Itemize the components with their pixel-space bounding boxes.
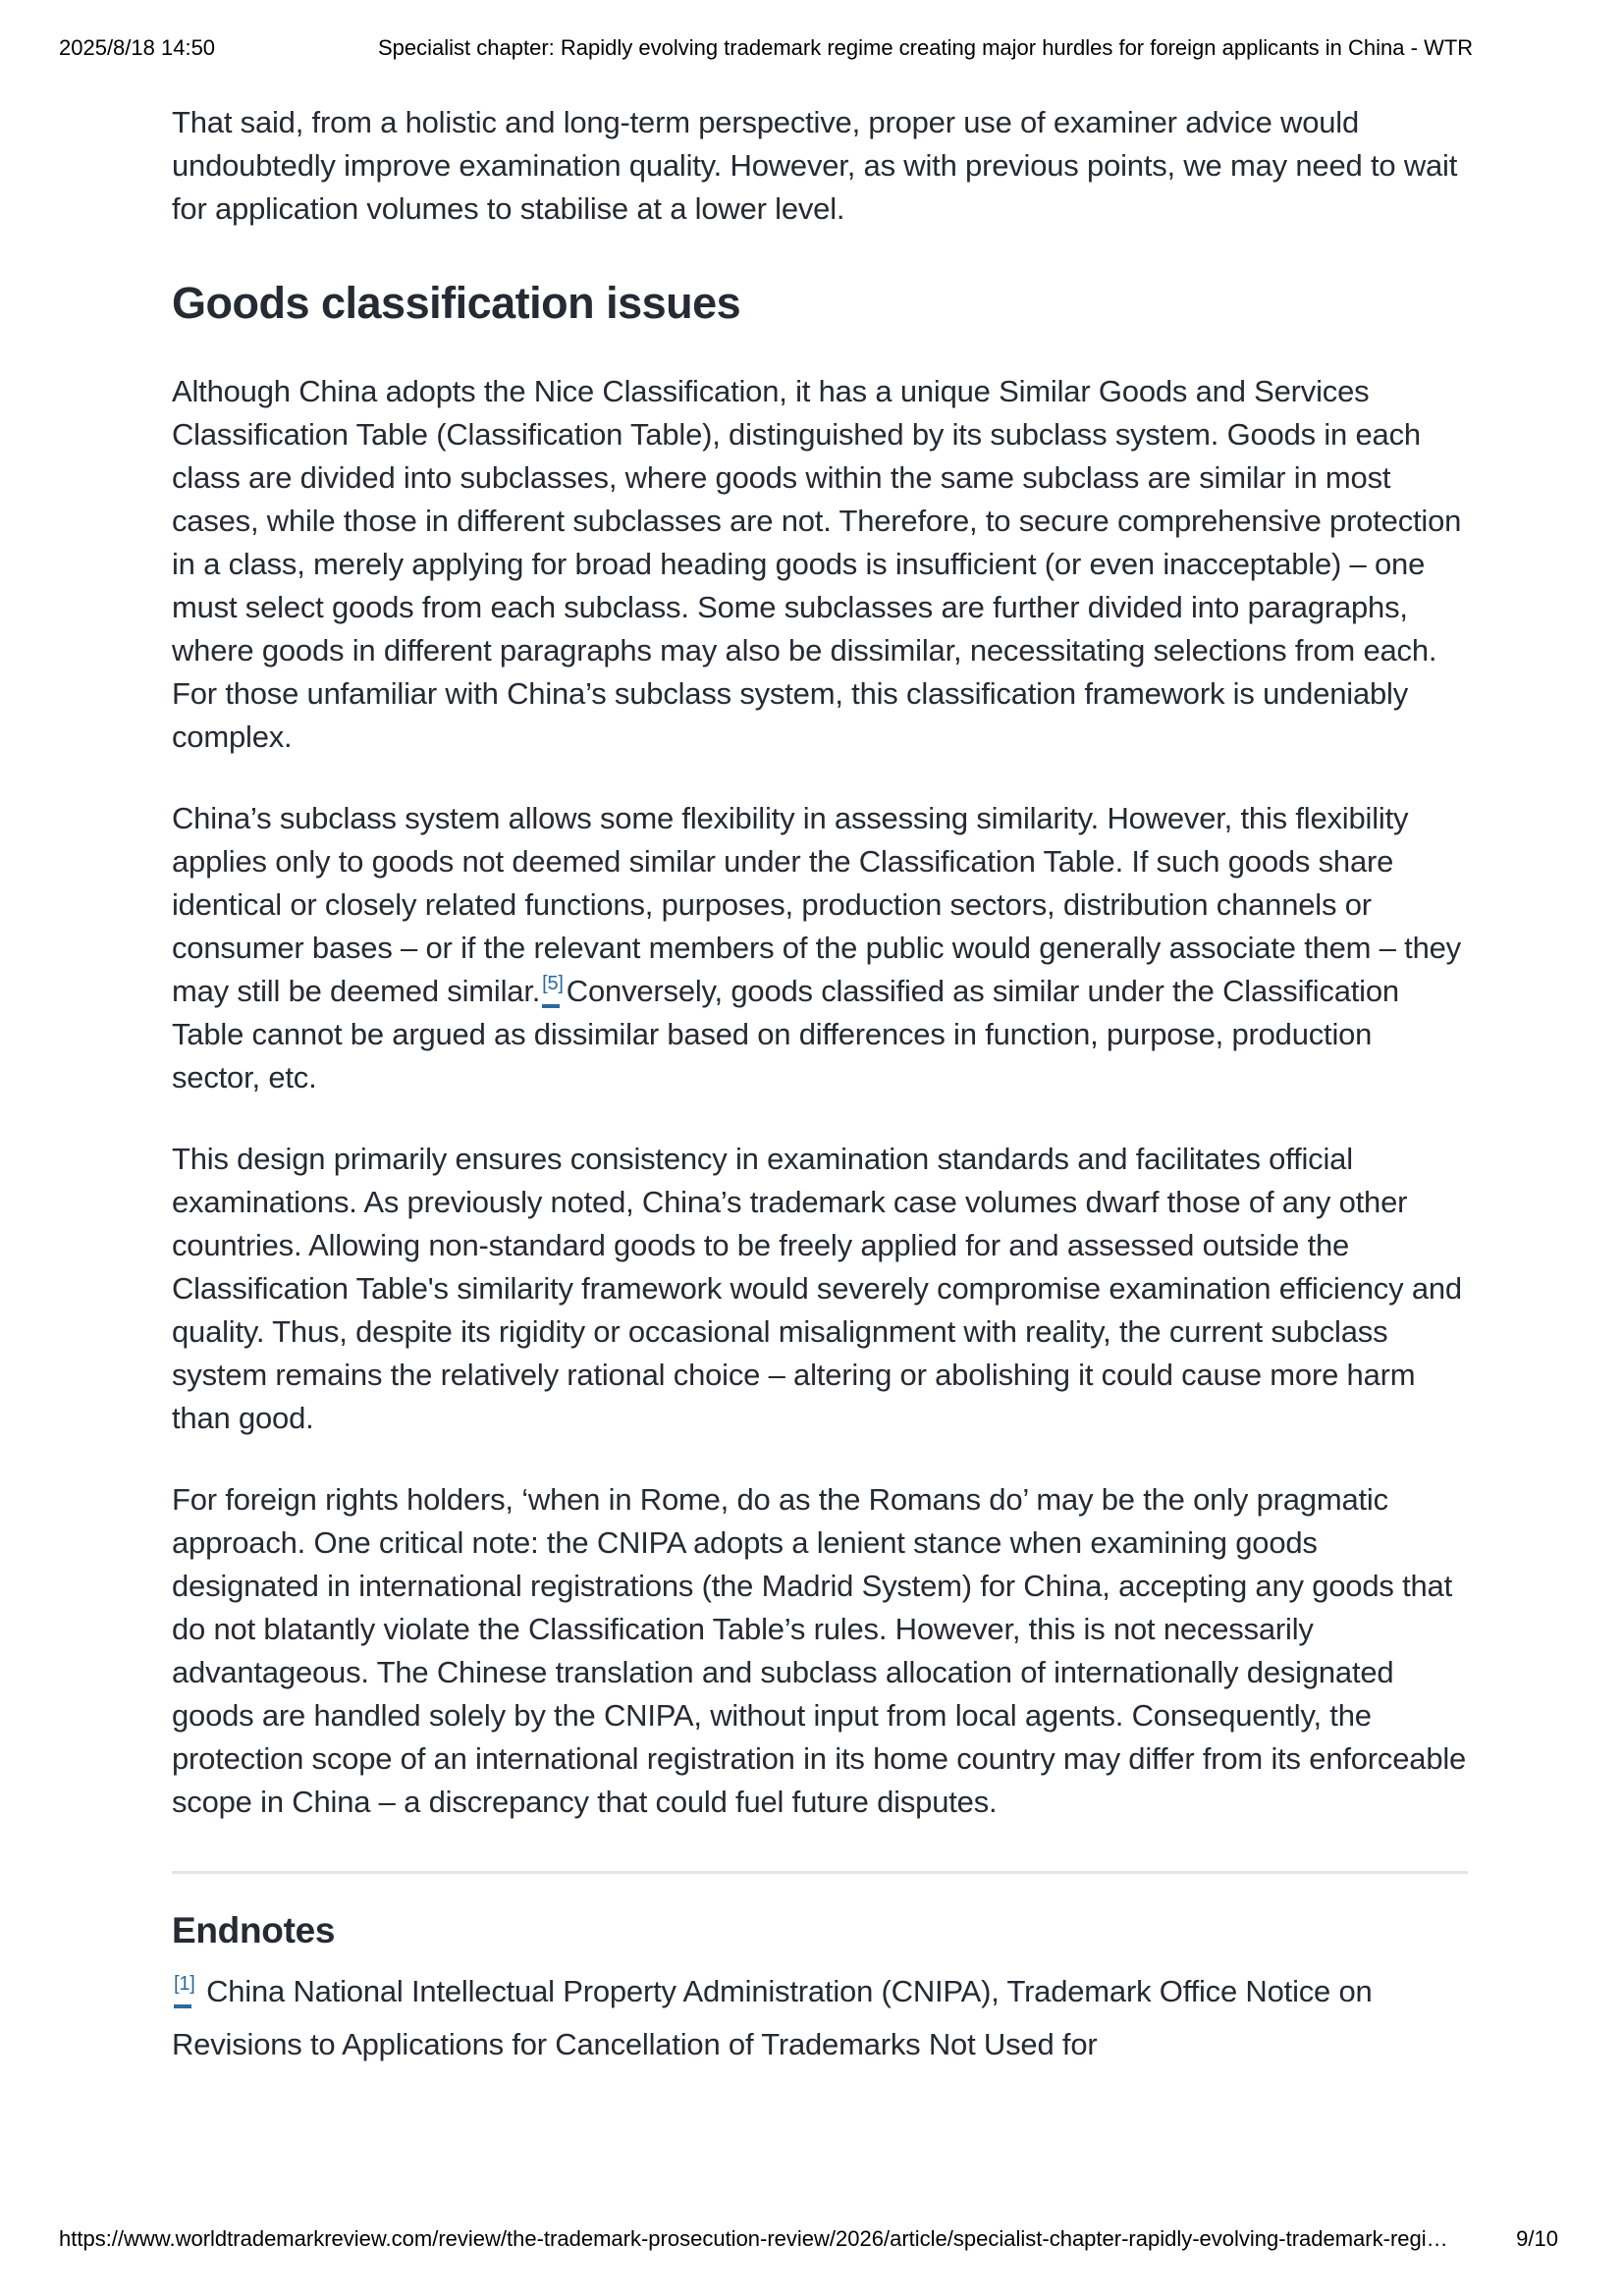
paragraph-text-before-footnote: China’s subclass system allows some flexibility in assessing similarity. However, this flexibility applies only to goods not deemed similar under the Classification Table. If such goods share identical or closely related functions, purposes, production sectors, distribution channels or consumer bases – or if the relevant members of the public would generally associate them – they may still be deemed similar.	[172, 801, 1461, 1008]
endnote-1-reference[interactable]	[174, 1973, 195, 1995]
paragraph-classification-overview: Although China adopts the Nice Classification, it has a unique Similar Goods and Services Classification Table (Classification Table), distinguished by its subclass system. Goods in each class are divided into subclasses, where goods within the same subclass are similar in most cases, while those in different subclasses are not. Therefore, to secure comprehensive protection in a class, merely applying for broad heading goods is insufficient (or even inacceptable) – one must select goods from each subclass. Some subclasses are further divided into paragraphs, where goods in different paragraphs may also be dissimilar, necessitating selections from each. For those unfamiliar with China’s subclass system, this classification framework is undeniably complex.	[172, 374, 1462, 754]
endnotes-divider	[172, 1871, 1468, 1874]
paragraph-similarity-flexibility	[172, 797, 1468, 1099]
print-footer-source-url: https://www.worldtrademarkreview.com/review/the-trademark-prosecution-review/2026/article/specialist-chapter-rapidly-evolving-trademark-regi…	[59, 2226, 1448, 2251]
section-heading: Goods classification issues	[172, 278, 741, 328]
footnote-5-reference[interactable]	[542, 973, 564, 994]
endnote-1	[172, 1965, 1468, 2071]
endnotes-heading: Endnotes	[172, 1910, 336, 1950]
endnote-1-text: China National Intellectual Property Administration (CNIPA), Trademark Office Notice on Revisions to Applications for Cancellation of Trademarks Not Used for	[172, 1974, 1373, 2061]
footnote-5-link[interactable]: [5]	[542, 973, 564, 994]
print-header-title: Specialist chapter: Rapidly evolving trademark regime creating major hurdles for foreign applicants in China - WTR	[378, 35, 1474, 60]
intro-paragraph: That said, from a holistic and long-term perspective, proper use of examiner advice would undoubtedly improve examination quality. However, as with previous points, we may need to wait for application volumes to stabilise at a lower level.	[172, 105, 1458, 226]
paragraph-foreign-rights-holders: For foreign rights holders, ‘when in Rome, do as the Romans do’ may be the only pragmatic approach. One critical note: the CNIPA adopts a lenient stance when examining goods designated in international registrations (the Madrid System) for China, accepting any goods that do not blatantly violate the Classification Table’s rules. However, this is not necessarily advantageous. The Chinese translation and subclass allocation of internationally designated goods are handled solely by the CNIPA, without input from local agents. Consequently, the protection scope of an international registration in its home country may differ from its enforceable scope in China – a discrepancy that could fuel future disputes.	[172, 1482, 1467, 1819]
print-header-datetime: 2025/8/18 14:50	[59, 35, 216, 60]
endnote-1-link[interactable]: [1]	[174, 1973, 195, 1995]
paragraph-examination-consistency: This design primarily ensures consistency in examination standards and facilitates official examinations. As previously noted, China’s trademark case volumes dwarf those of any other countries. Allowing non-standard goods to be freely applied for and assessed outside the Classification Table's similarity framework would severely compromise examination efficiency and quality. Thus, despite its rigidity or occasional misalignment with reality, the current subclass system remains the relatively rational choice – altering or abolishing it could cause more harm than good.	[172, 1142, 1462, 1435]
article-content	[172, 101, 1468, 2071]
paragraph-text-after-footnote: Conversely, goods classified as similar under the Classification Table cannot be argued as dissimilar based on differences in function, purpose, production sector, etc.	[172, 974, 1399, 1095]
print-footer-page-indicator: 9/10	[1516, 2226, 1558, 2251]
